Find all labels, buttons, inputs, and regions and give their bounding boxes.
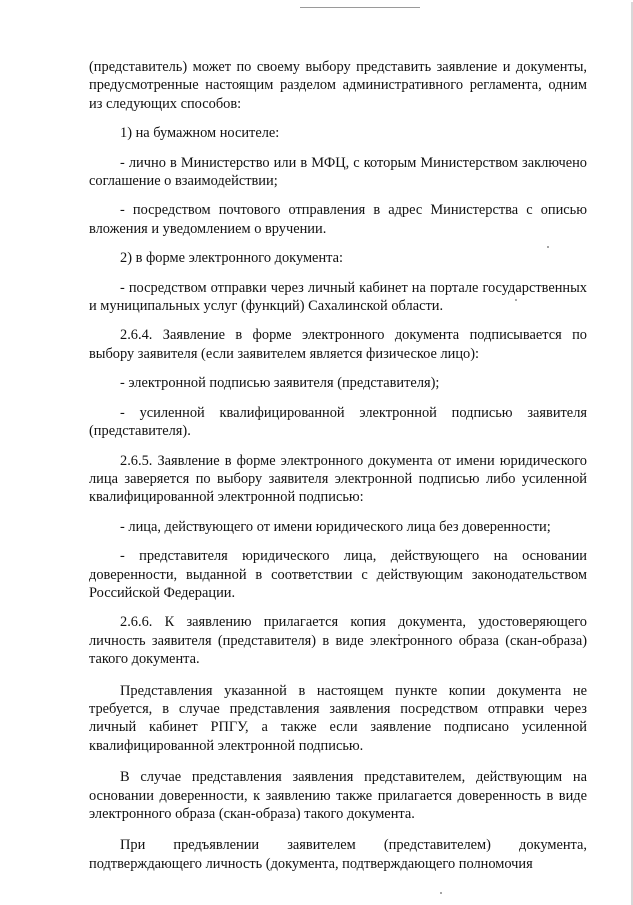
paragraph-2-6-5: 2.6.5. Заявление в форме электронного документа от имени юридического лица заверяется по выбору заявителя электронной подписью либо усиленной квалифицированной электронной подписью: bbox=[89, 452, 587, 506]
paragraph-copy-not-required: Представления указанной в настоящем пункте копии документа не требуется, в случае представления заявления посредством отправки через личный кабинет РПГУ, а также если заявление подписано усиленной квалифицированной электронной подписью. bbox=[89, 682, 587, 754]
paragraph-by-mail: - посредством почтового отправления в адрес Министерства с описью вложения и уведомлением о вручении. bbox=[89, 202, 587, 237]
paragraph-simple-signature: - электронной подписью заявителя (представителя); bbox=[120, 375, 440, 392]
document-body bbox=[89, 58, 587, 873]
paragraph-qualified-signature: - усиленной квалифицированной электронной подписью заявителя (представителя). bbox=[89, 404, 587, 440]
paragraph-2-6-6: 2.6.6. К заявлению прилагается копия документа, удостоверяющего личность заявителя (представителя) в виде электронного образа (скан-образа) такого документа. bbox=[89, 614, 587, 668]
paragraph-paper-form: 1) на бумажном носителе: bbox=[120, 125, 280, 142]
paragraph-via-portal: - посредством отправки через личный кабинет на портале государственных и муниципальных услуг (функций) Сахалинской области. bbox=[89, 279, 587, 315]
paragraph-identity-document: При предъявлении заявителем (представителем) документа, подтверждающего личность (документа, подтверждающего полномочия bbox=[89, 837, 587, 872]
paragraph-2-6-4: 2.6.4. Заявление в форме электронного документа подписывается по выбору заявителя (если заявителем является физическое лицо): bbox=[89, 327, 587, 362]
paragraph-in-person: - лично в Министерство или в МФЦ, с которым Министерством заключено соглашение о взаимодействии; bbox=[89, 154, 587, 190]
paragraph-without-power-of-attorney: - лица, действующего от имени юридического лица без доверенности; bbox=[120, 518, 551, 535]
paragraph-representative-case: В случае представления заявления представителем, действующим на основании доверенности, к заявлению также прилагается доверенность в виде электронного образа (скан-образа) такого документа. bbox=[89, 769, 587, 822]
scan-edge-line bbox=[300, 7, 420, 8]
paragraph-with-power-of-attorney: - представителя юридического лица, действующего на основании доверенности, выданной в соответствии с действующим законодательством Российской Федерации. bbox=[89, 548, 587, 601]
scan-speck bbox=[440, 892, 442, 894]
paragraph-submission-methods: (представитель) может по своему выбору представить заявление и документы, предусмотренные настоящим разделом административного регламента, одним из следующих способов: bbox=[89, 59, 587, 112]
paragraph-electronic-form: 2) в форме электронного документа: bbox=[120, 250, 343, 267]
